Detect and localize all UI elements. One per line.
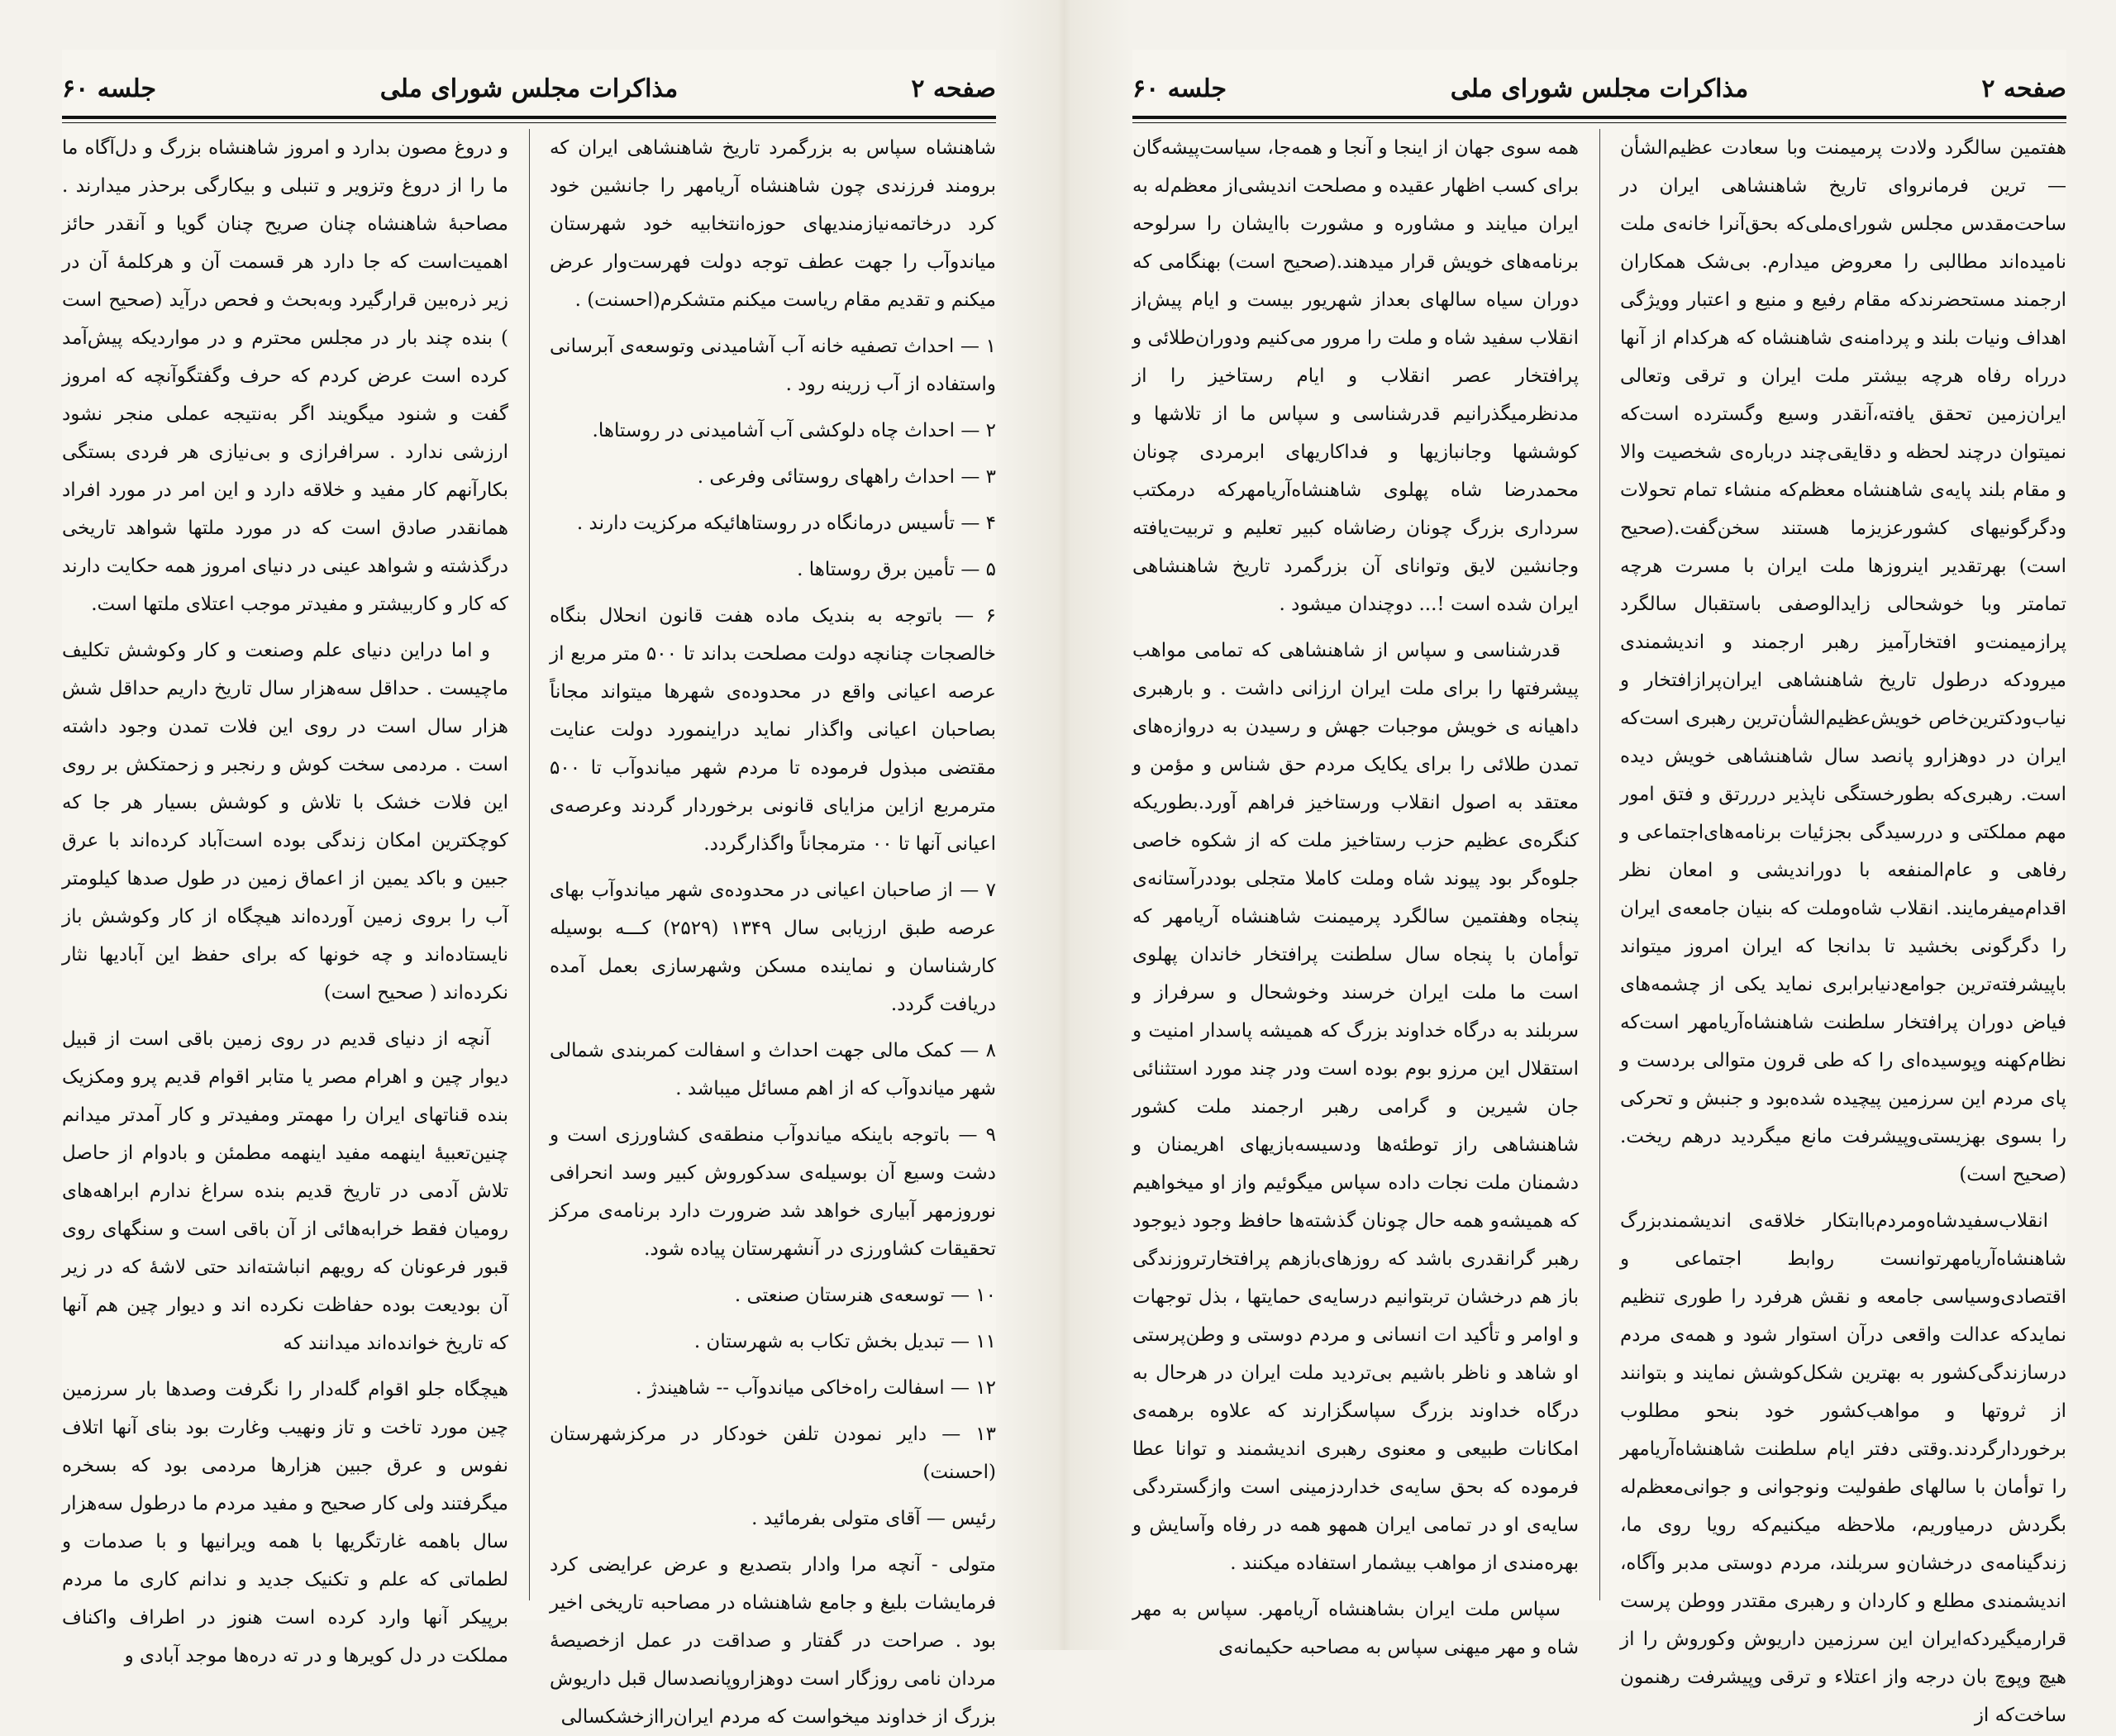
page-right xyxy=(1132,50,2066,1726)
paragraph: و دروغ مصون بدارد و امروز شاهنشاه بزرگ و دل‌آگاه ما ما را از دروغ وتزویر و تنبلی و بیکارگی برحذر میدارند . مصاحبهٔ شاهنشاه چنان صریح چنان گویا و آنقدر حائز اهمیت‌است که جا دارد هر قسمت آن و هر‌کلمهٔ آن در زیر ذره‌بین قرارگیرد وبه‌بحث و فحص درآید (صحیح است ) بنده چند بار در مجلس محترم و در مواردیکه پیش‌آمد کرده است عرض کردم که حرف وگفتگوآنچه که امروز گفت و شنود میگویند اگر به‌نتیجه عملی منجر نشود ارزشی ندارد . سرافرازی و بی‌نیازی هر فردی بستگی بکارآنهم کار مفید و خلاقه دارد و این امر در مورد افراد همانقدر صادق است که در مورد ملتها شواهد تاریخی درگذشته و شواهد عینی در دنیای امروز همه حکایت دارند که کار و کاربیشتر و مفیدتر موجب اعتلای ملتها است. xyxy=(62,137,508,615)
session-number: جلسه ۶۰ xyxy=(1132,74,1227,103)
list-item: ۱ — احداث تصفیه خانه آب آشامیدنی وتوسعه‌ی آبرسانی واستفاده از آب زرینه رود . xyxy=(550,336,996,395)
page-header xyxy=(1132,74,2066,109)
list-item: ۶ — باتوجه به بندیک ماده هفت قانون انحلال بنگاه خالصجات چنانچه دولت مصلحت بداند تا ۵۰۰ متر مربع از عرصه اعیانی واقع در محدوده‌ی شهرها میتواند مجاناً بصاحبان اعیانی واگذار نماید دراینمورد دولت عنایت مقتضی مبذول فرموده تا مردم شهر میاندوآب تا ۵۰۰ مترمربع ازاین مزایای قانونی برخوردار گردند وعرصه‌ی اعیانی آنها تا ۰۰ مترمجاناً واگذارگردد. xyxy=(550,605,996,855)
list-item: ۳ — احداث راههای روستائی وفرعی . xyxy=(697,466,996,488)
column-divider xyxy=(529,129,530,1600)
list-item: ۹ — باتوجه باینکه میاندوآب منطقه‌ی کشاورزی است و دشت وسیع آن بوسیله‌ی سدکوروش کبیر وسد انحرافی نوروزمهر آبیاری خواهد شد ضرورت دارد برنامه‌ی مرکز تحقیقات کشاورزی در آنشهرستان پیاده شود. xyxy=(550,1124,996,1260)
page-title: مذاکرات مجلس شورای ملی xyxy=(379,74,679,103)
page-number: صفحه ۲ xyxy=(1981,74,2066,103)
paragraph: آنچه از دنیای قدیم در روی زمین باقی است از قبیل دیوار چین و اهرام مصر یا متابر اقوام قدیم پرو ومکزیک بنده قناتهای ایران را مهمتر ومفیدتر و کار آمدتر میدانم چنین‌تعبیهٔ اینهمه مفید اینهمه مطمئن و بادوام از حاصل تلاش آدمی در تاریخ قدیم بنده سراغ ندارم ابراهه‌های رومیان فقط خرابه‌هائی از آن باقی است و سنگهای روی قبور فرعونان که رویهم انباشته‌اند حتی لاشهٔ که در زیر آن بودیعت بوده حفاظت نکرده اند و دیوار چین هم آنها که تاریخ خوانده‌اند میدانند که xyxy=(62,1028,508,1354)
list-item: ۷ — از صاحبان اعیانی در محدوده‌ی شهر میاندوآب بهای عرصه طبق ارزیابی سال ۱۳۴۹ (۲۵۲۹) کـــه بوسیله کارشناسان و نماینده مسکن وشهرسازی بعمل آمده دریافت گردد. xyxy=(550,880,996,1015)
paragraph: هیچگاه جلو اقوام گله‌دار را نگرفت وصدها بار سرزمین چین مورد تاخت و تاز ونهیب وغارت بود بنای آنها اتلاف نفوس و عرق جبین هزارها مردمی بود که بسخره میگرفتند ولی کار صحیح و مفید مردم ما درطول سه‌هزار سال باهمه غارتگریها با همه ویرانیها و با صدمات و لطماتی که علم و تکنیک جدید و ندانم کاری ما مردم برپیکر آنها وارد کرده است هنوز در اطراف واکناف مملکت در دل کویرها و در ته دره‌ها موجد آبادی و xyxy=(62,1379,508,1667)
column-divider xyxy=(1599,129,1600,1600)
paragraph: انقلاب‌سفیدشاه‌ومردم‌باابتکار خلاقه‌ی اندیشمندبزرگ شاهنشاه‌آریامهر‌توانست روابط اجتماعی و اقتصادی‌وسیاسی جامعه و نقش هرفرد را طوری تنظیم نماید‌که عدالت واقعی درآن استوار شود و همه‌ی مردم درسازندگی‌کشور به بهترین شکل‌کوشش نمایند و بتوانند از ثروتها و مواهب‌کشور خود بنحو مطلوب برخوردارگردند.وقتی دفتر ایام سلطنت شاهنشاه‌آریامهر را توأمان با سالهای طفولیت ونوجوانی و جوانی‌معظم‌له بگردش درمیاوریم، ملاحظه میکنیم‌که رویا روی ما، زندگینامه‌ی درخشان‌و سربلند، مردم دوستی مدبر وآگاه، اندیشمندی مطلع و کاردان و رهبری مقتدر ووطن پرست قرارمیگیرد‌که‌ایران این سرزمین داریوش وکوروش را از هیچ وپوچ بان درجه واز اعتلاء و ترقی وپیشرفت رهنمون ساخت‌که از xyxy=(1620,1210,2066,1726)
paragraph: سپاس ملت ایران بشاهنشاه آریامهر. سپاس به مهر شاه و مهر میهنی سپاس به مصاحبه حکیمانه‌ی xyxy=(1132,1599,1579,1658)
book-gutter xyxy=(996,0,1132,1650)
paragraph: و اما دراین دنیای علم وصنعت و کار وکوشش تکلیف ماچیست . حداقل سه‌هزار سال تاریخ داریم حداقل شش هزار سال است در روی این فلات تمدن وجود داشته است . مردمی سخت کوش و رنجبر و زحمتکش بر روی این فلات خشک با تلاش و کوشش بسیار هر جا که کوچکترین امکان زندگی بوده است‌آباد کرده‌اند با عرق جبین و باکد یمین از اعماق زمین در طول صدها کیلومتر آب را بروی زمین آورده‌اند هیچگاه از کار وکوشش باز نایستاده‌اند و چه خونها که برای حفظ این آبادیها نثار نکرده‌اند ( صحیح است) xyxy=(62,640,508,1004)
text-column-right xyxy=(1620,129,2066,1726)
paragraph: شاهنشاه سپاس به بزرگمرد تاریخ شاهنشاهی ایران که برومند فرزندی چون شاهنشاه آریامهر را جانشین خود کرد درخاتمه‌نیازمندیهای حوزه‌انتخابیه خود شهرستان میاندوآب را جهت عطف توجه دولت فهرست‌وار عرض میکنم و تقدیم مقام ریاست میکنم متشکرم(احسنت) . xyxy=(550,137,996,311)
header-rule-thin xyxy=(62,122,996,123)
page-number: صفحه ۲ xyxy=(911,74,996,103)
header-rule xyxy=(62,116,996,119)
text-column-right xyxy=(550,129,996,1728)
page-title: مذاکرات مجلس شورای ملی xyxy=(1450,74,1749,103)
paragraph: همه سوی جهان از اینجا و آنجا و همه‌جا، سیاست‌پیشه‌گان برای کسب اظهار عقیده و مصلحت اندیشی‌از معظم‌له به ایران میایند و مشاوره و مشورت باایشان را سرلوحه برنامه‌های خویش قرار میدهند.(صحیح است) بهنگامی که دوران سیاه سالهای بعداز شهریور بیست و ایام پیش‌از انقلاب سفید شاه و ملت را مرور می‌کنیم ودوران‌طلائی و پرافتخار عصر انقلاب و ایام رستاخیز را از مدنظرمیگذرانیم قدرشناسی و سپاس ما از تلاشها و کوششها وجانبازیها و فداکاریهای ابرمردی چونان محمدرضا شاه پهلوی شاهنشاه‌آریامهر‌که درمکتب سرداری بزرگ چونان رضاشاه کبیر تعلیم و تربیت‌یافته وجانشین لایق وتوانای آن بزرگمرد تاریخ شاهنشاهی ایران شده است !... دوچندان میشود . xyxy=(1132,137,1579,615)
paragraph: هفتمین سالگرد ولادت پرمیمنت وبا سعادت عظیم‌الشأن — ترین فرمانروای تاریخ شاهنشاهی ایران در ساحت‌مقدس مجلس شورای‌ملی‌که بحق‌آنرا خانه‌ی ملت نامیده‌اند مطالبی را معروض میدارم. بی‌شک همکاران ارجمند مستحضرند‌که مقام رفیع و منیع و اعتبار وویژگی اهداف ونیات بلند و پردامنه‌ی شاهنشاه که هرکدام از آنها درراه رفاه هرچه بیشتر ملت ایران و ترقی وتعالی ایران‌زمین تحقق یافته،آنقدر وسیع وگسترده است‌که نمیتوان درچند لحظه و دقایقی‌چند درباره‌ی شخصیت والا و مقام بلند پایه‌ی شاهنشاه معظم‌که منشاء تمام تحولات ودگرگونیهای کشورعزیزما هستند سخن‌گفت.(صحیح است) بهرتقدیر اینروزها ملت ایران با مسرت هرچه تمامتر وبا خوشحالی زایدالوصفی باستقبال سالگرد پرازمیمنت‌و افتخارآمیز رهبر ارجمند و اندیشمندی میرود‌که درطول تاریخ شاهنشاهی ایران‌پراز‌افتخار و نیاب‌ود‌کترین‌خاص خویش‌عظیم‌الشأن‌ترین رهبری است‌که ایران در دوهزارو پانصد سال شاهنشاهی خویش دیده است. رهبری‌که بطورخستگی ناپذیر درررتق و فتق امور مهم مملکتی و دررسیدگی بجزئیات برنامه‌های‌اجتماعی و رفاهی و عام‌المنفعه با دوراندیشی و امعان نظر اقدام‌میفرمایند. انقلاب شاه‌وملت که بنیان جامعه‌ی ایران را دگرگونی بخشید تا بدانجا که ایران امروز میتواند باپیشرفته‌ترین جوامع‌دنیابرابری نماید یکی از چشمه‌های فیاض دوران پرافتخار سلطنت شاهنشاه‌آریامهر است‌که نظام‌کهنه وپوسیده‌ای را که طی قرون متوالی بردست و پای مردم این سرزمین پیچیده شده‌بود و جنبش و تحرکی را بسوی بهزیستی‌وپیشرفت مانع میگردید درهم ریخت.(صحیح است) xyxy=(1620,137,2066,1185)
list-item: ۵ — تأمین برق روستاها . xyxy=(797,559,996,580)
list-item: ۲ — احداث چاه دلوکشی آب آشامیدنی در روستاها. xyxy=(592,420,996,441)
list-item: ۱۰ — توسعه‌ی هنرستان صنعتی . xyxy=(734,1285,996,1306)
paragraph: متولی - آنچه مرا وادار بتصدیع و عرض عرایضی کرد فرمایشات بلیغ و جامع شاهنشاه در مصاحبه تاریخی اخیر بود . صراحت در گفتار و صداقت در عمل ازخصیصهٔ مردان نامی روزگار است دوهزاروپانصدسال قبل داریوش بزرگ از خداوند میخواست که مردم ایران‌رااز‌خشکسالی xyxy=(550,1554,996,1728)
header-rule-thin xyxy=(1132,122,2066,123)
paragraph: قدرشناسی و سپاس از شاهنشاهی که تمامی مواهب پیشرفتها را برای ملت ایران ارزانی داشت . و بارهبری داهیانه ی خویش موجبات جهش و رسیدن به دروازه‌های تمدن طلائی را برای یکایک مردم حق شناس و مؤمن و معتقد به اصول انقلاب ورستاخیز فراهم آورد.بطوریکه کنگره‌ی عظیم حزب رستاخیز ملت که از شکوه خاصی جلوه‌گر بود پیوند شاه وملت کاملا متجلی بوددرآستانه‌ی پنجاه وهفتمین سالگرد پرمیمنت شاهنشاه آریامهر که توأمان با پنجاه سال سلطنت پرافتخار خاندان پهلوی است ما ملت ایران خرسند وخوشحال و سرفراز و سربلند به درگاه خداوند بزرگ که همیشه پاسدار امنیت و استقلال این مرزو بوم بوده است ودر چند مورد استثنائی جان شیرین و گرامی رهبر ارجمند ملت کشور شاهنشاهی راز توطئه‌ها ودسیسه‌بازیهای اهریمنان و دشمنان ملت نجات داده سپاس میگوئیم واز او میخواهیم که همیشه‌و همه حال چونان گذشته‌ها حافظ وجود ذیوجود رهبر گرانقدری باشد که روزهای‌بازهم پرافتخارتروزندگی باز هم درخشان تربتوانیم درسایه‌ی حمایتها ، بذل توجهات و اوامر و تأکید ات انسانی و مردم دوستی و وطن‌پرستی او شاهد و ناظر باشیم بی‌تردید ملت ایران در هرحال به درگاه خداوند بزرگ سپاسگزارند که علاوه برهمه‌ی امکانات طبیعی و معنوی رهبری اندیشمند و توانا عطا فرموده که بحق سایه‌ی خداردزمینی است واز‌گستردگی سایه‌ی او در تمامی ایران همهو همه در رفاه وآسایش و بهره‌مندی از مواهب بیشمار استفاده میکنند . xyxy=(1132,640,1579,1574)
page-left xyxy=(62,50,996,1728)
list-item: ۴ — تأسیس درمانگاه در روستاهائیکه مرکزیت دارند . xyxy=(576,513,996,534)
list-item: ۱۳ — دایر نمودن تلفن خودکار در مرکزشهرستان (احسنت) xyxy=(550,1424,996,1483)
text-column-left xyxy=(1132,129,1579,1658)
speaker-line: رئیس — آقای متولی بفرمائید . xyxy=(751,1508,996,1529)
session-number: جلسه ۶۰ xyxy=(62,74,157,103)
list-item: ۱۱ — تبدیل بخش تکاب به شهرستان . xyxy=(693,1331,996,1352)
text-column-left xyxy=(62,129,508,1667)
list-item: ۸ — کمک مالی جهت احداث و اسفالت کمربندی شمالی شهر میاندوآب که از اهم مسائل میباشد . xyxy=(550,1040,996,1099)
header-rule xyxy=(1132,116,2066,119)
page-header xyxy=(62,74,996,109)
list-item: ۱۲ — اسفالت راه‌خاکی میاندوآب -- شاهیندژ . xyxy=(636,1377,996,1399)
